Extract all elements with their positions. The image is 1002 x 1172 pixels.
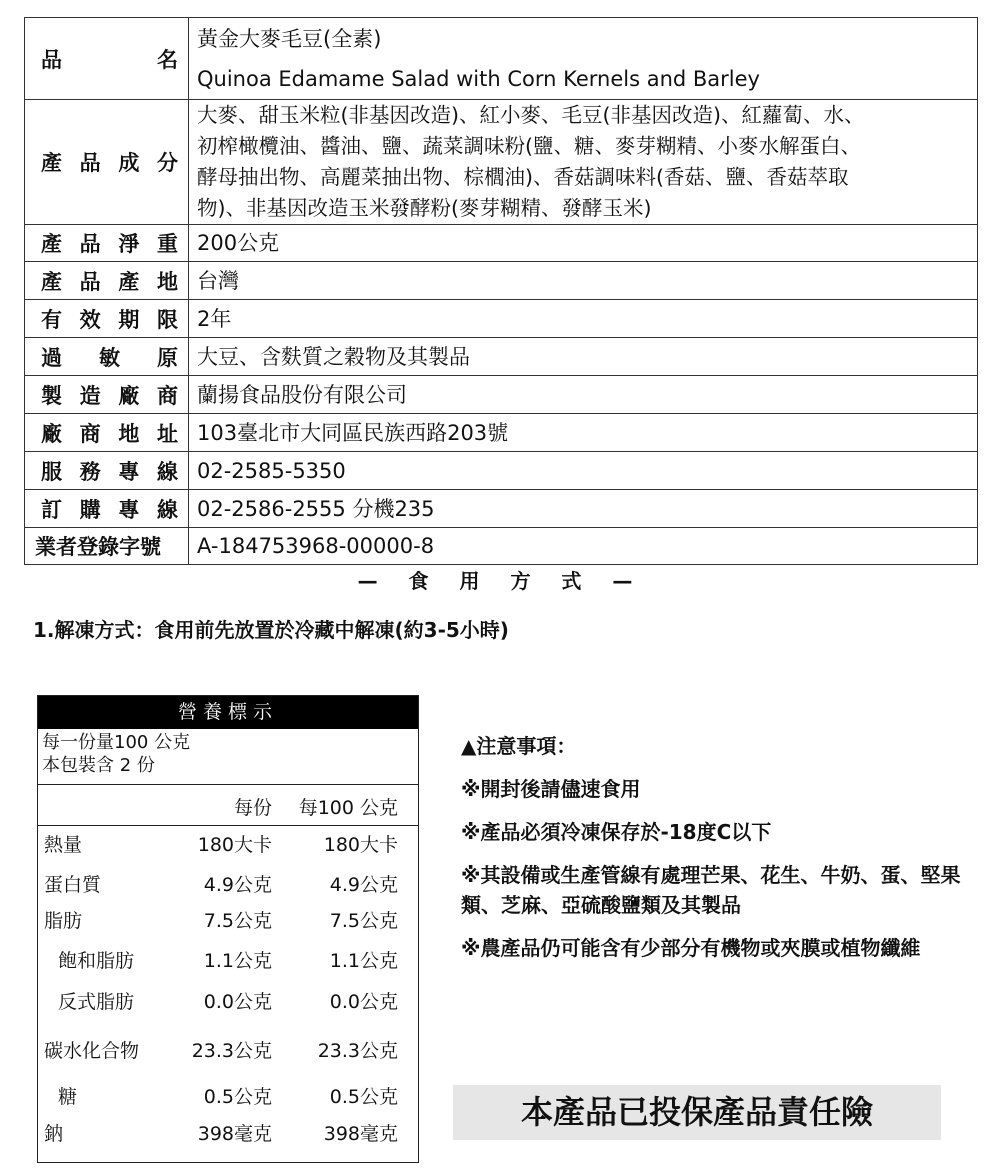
product-name-zh: 黃金大麥毛豆(全素) <box>197 26 382 51</box>
ingredients-line: 初榨橄欖油、醬油、鹽、蔬菜調味粉(鹽、糖、麥芽糊精、小麥水解蛋白、 <box>197 134 861 158</box>
product-name-en: Quinoa Edamame Salad with Corn Kernels and Barley <box>197 66 760 91</box>
net-weight-label: 產 品 淨 重 <box>25 225 189 262</box>
ingredients-line: 大麥、甜玉米粒(非基因改造)、紅小麥、毛豆(非基因改造)、紅蘿蔔、水、 <box>197 103 865 127</box>
nutrition-row: 鈉 398毫克 398毫克 <box>44 1123 398 1145</box>
nutrition-title: 營養標示 <box>38 696 418 729</box>
per-serving-header: 每份 <box>233 797 272 819</box>
net-weight-value: 200公克 <box>189 225 978 262</box>
manufacturer-value: 蘭揚食品股份有限公司 <box>189 376 978 414</box>
nutrition-row: 反式脂肪 0.0公克 0.0公克 <box>58 991 398 1013</box>
allergen-value: 大豆、含麩質之穀物及其製品 <box>189 338 978 376</box>
nutrition-column-headers <box>38 785 418 826</box>
shelf-life-row <box>25 300 978 338</box>
usage-title: — 食 用 方 式 — <box>357 569 645 593</box>
product-info-table <box>24 17 978 565</box>
service-line-value: 02-2585-5350 <box>189 452 978 490</box>
serving-size: 每一份量100 公克 <box>42 732 191 753</box>
order-line-row <box>25 490 978 528</box>
label-char: 分 <box>156 151 180 175</box>
net-weight-row <box>25 225 978 262</box>
ingredients-label <box>25 100 189 225</box>
serving-info <box>38 729 418 785</box>
origin-value: 台灣 <box>189 262 978 300</box>
label-char: 品 <box>41 47 64 72</box>
name-row <box>25 18 978 100</box>
address-label: 廠 商 地 址 <box>25 414 189 452</box>
precaution-item: ※農產品仍可能含有少部分有機物或夾膜或植物纖維 <box>461 936 921 960</box>
ingredients-line: 物)、非基因改造玉米發酵粉(麥芽糊精、發酵玉米) <box>197 196 652 220</box>
order-line-value: 02-2586-2555 分機235 <box>189 490 978 528</box>
nutrition-panel <box>37 695 419 1163</box>
shelf-life-value: 2年 <box>189 300 978 338</box>
thaw-instruction: 1.解凍方式：食用前先放置於冷藏中解凍(約3-5小時) <box>33 618 509 642</box>
manufacturer-row <box>25 376 978 414</box>
precaution-item: ※產品必須冷凍保存於-18度C以下 <box>461 820 772 844</box>
name-value <box>189 18 978 100</box>
ingredients-row <box>25 100 978 225</box>
nutrition-row: 飽和脂肪 1.1公克 1.1公克 <box>58 950 398 972</box>
name-label <box>25 18 189 100</box>
service-line-row <box>25 452 978 490</box>
liability-insurance-banner: 本產品已投保產品責任險 <box>453 1085 941 1140</box>
order-line-label: 訂 購 專 線 <box>25 490 189 528</box>
precautions-title: ▲注意事項： <box>461 734 577 758</box>
registration-value: A-184753968-00000-8 <box>189 528 978 565</box>
label-char: 成 <box>118 151 142 175</box>
nutrition-row: 糖 0.5公克 0.5公克 <box>58 1086 398 1108</box>
address-value: 103臺北市大同區民族西路203號 <box>189 414 978 452</box>
registration-row <box>25 528 978 565</box>
ingredients-line: 酵母抽出物、高麗菜抽出物、棕櫚油)、香菇調味料(香菇、鹽、香菇萃取 <box>197 165 849 189</box>
ingredients-value <box>189 100 978 225</box>
manufacturer-label: 製 造 廠 商 <box>25 376 189 414</box>
precaution-item: ※其設備或生產管線有處理芒果、花生、牛奶、蛋、堅果類、芝麻、亞硫酸鹽類及其製品 <box>461 863 961 917</box>
service-line-label: 服 務 專 線 <box>25 452 189 490</box>
allergen-label: 過 敏 原 <box>25 338 189 376</box>
nutrition-row: 脂肪 7.5公克 7.5公克 <box>44 910 398 932</box>
registration-label: 業者登錄字號 <box>25 528 189 565</box>
servings-per-pack: 本包裝含 2 份 <box>42 755 155 776</box>
label-char: 品 <box>79 151 103 175</box>
origin-label: 產 品 產 地 <box>25 262 189 300</box>
nutrition-row: 熱量 180大卡 180大卡 <box>44 834 398 856</box>
nutrition-row: 碳水化合物 23.3公克 23.3公克 <box>44 1040 398 1062</box>
per-100g-header: 每100 公克 <box>298 797 398 819</box>
label-char: 產 <box>41 151 64 175</box>
precaution-item: ※開封後請儘速食用 <box>461 777 641 801</box>
address-row <box>25 414 978 452</box>
precautions <box>461 731 976 963</box>
allergen-row <box>25 338 978 376</box>
label-char: 名 <box>157 47 180 72</box>
nutrition-row: 蛋白質 4.9公克 4.9公克 <box>44 874 398 896</box>
origin-row <box>25 262 978 300</box>
shelf-life-label: 有 效 期 限 <box>25 300 189 338</box>
